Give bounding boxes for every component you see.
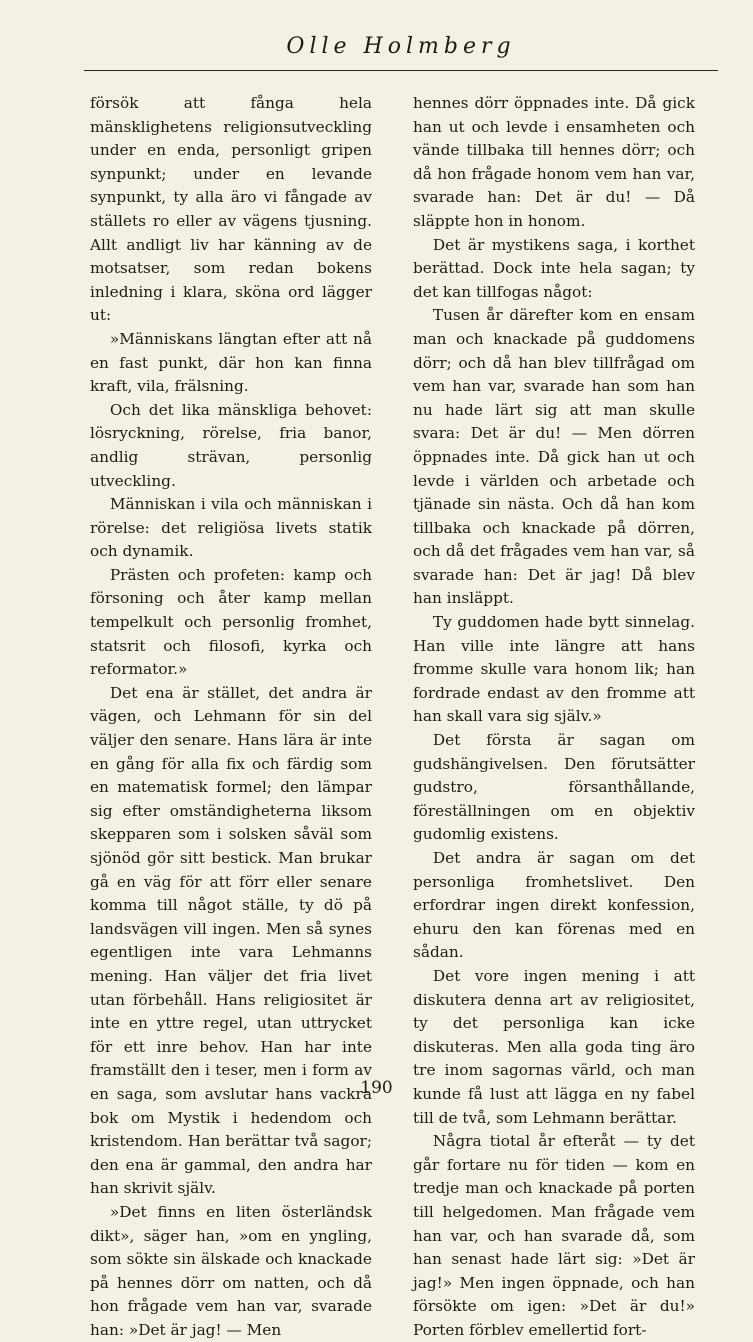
- right-column: [413, 92, 695, 1342]
- paragraph: Människan i vila och människan i rörelse: det religiösa livets statik och dynamik.: [90, 495, 372, 561]
- paragraph: Det ena är stället, det andra är vägen, och Lehmann för sin del väljer den senare. Hans lära är inte en gång för alla fix och färdig som en matematisk formel; den lämpar sig efter omständigheterna liksom skepparen som i solsken såväl som sjönöd gör sitt bestick. Man brukar gå en väg för att förr eller senare komma till något ställe, ty dö på landsvägen vill ingen. Men så synes egentligen inte vara Lehmanns mening. Han väljer det fria livet utan förbehåll. Hans religiositet är inte en yttre regel, utan uttrycket för ett inre behov. Han har inte framställt den i teser, men i form av en saga, som avslutar hans vackra bok om Mystik i hedendom och kristendom. Han berättar två sagor; den ena är gammal, den andra har han skrivit själv.: [90, 683, 372, 1198]
- paragraph: »Människans längtan efter att nå en fast punkt, där hon kan finna kraft, vila, frälsning.: [90, 329, 372, 396]
- paragraph: Prästen och profeten: kamp och försoning och åter kamp mellan tempelkult och personlig fromhet, statsrit och filosofi, kyrka och reformator.»: [90, 565, 372, 679]
- page-number: 190: [360, 1078, 393, 1098]
- paragraph: Det är mystikens saga, i korthet berättad. Dock inte hela sagan; ty det kan tillfogas något:: [413, 235, 695, 301]
- paragraph: hennes dörr öppnades inte. Då gick han ut och levde i ensamheten och vände tillbaka till hennes dörr; och då hon frågade honom vem han var, svarade han: Det är du! — Då släppte hon in honom.: [413, 94, 695, 230]
- paragraph: Det vore ingen mening i att diskutera denna art av religiositet, ty det personliga kan icke diskuteras. Men alla goda ting äro tre inom sagornas värld, och man kunde få lust att lägga en ny fabel till de två, som Lehmann berättar.: [413, 966, 695, 1127]
- paragraph: Det andra är sagan om det personliga fromhetslivet. Den erfordrar ingen direkt konfession, ehuru den kan förenas med en sådan.: [413, 849, 695, 962]
- header-rule: [84, 70, 718, 71]
- paragraph: Ty guddomen hade bytt sinnelag. Han ville inte längre att hans fromme skulle vara honom lik; han fordrade endast av den fromme att han skall vara sig själv.»: [413, 613, 695, 726]
- running-head: Olle Holmberg: [286, 34, 516, 59]
- paragraph: försök att fånga hela mänsklighetens religionsutveckling under en enda, personligt gripen synpunkt; under en levande synpunkt, ty alla äro vi fångade av ställets ro eller av vägens tjusning. Allt andligt liv har känning av de motsatser, som redan bokens inledning i klara, sköna ord lägger ut:: [90, 94, 372, 325]
- paragraph: Tusen år därefter kom en ensam man och knackade på guddomens dörr; och då han blev tillfrågad om vem han var, svarade han som han nu hade lärt sig att man skulle svara: Det är du! — Men dörren öppnades inte. Då gick han ut och levde i världen och arbetade och tjänade sin nästa. Och då han kom tillbaka och knackade på dörren, och då det frågades vem han var, så svarade han: Det är jag! Då blev han insläppt.: [413, 306, 695, 608]
- paragraph: »Det finns en liten österländsk dikt», säger han, »om en yngling, som sökte sin älskade och knackade på hennes dörr om natten, och då hon frågade vem han var, svarade han: »Det är jag! — Men: [90, 1202, 372, 1339]
- paragraph: Och det lika mänskliga behovet: lösryckning, rörelse, fria banor, andlig strävan, personlig utveckling.: [90, 400, 372, 490]
- left-column: [90, 92, 372, 1342]
- paragraph: Några tiotal år efteråt — ty det går fortare nu för tiden — kom en tredje man och knackade på porten till helgedomen. Man frågade vem han var, och han svarade då, som han senast hade lärt sig: »Det är jag!» Men ingen öppnade, och han försökte om igen: »Det är du!» Porten förblev emellertid fort-: [413, 1132, 695, 1339]
- paragraph: Det första är sagan om gudshängivelsen. Den förutsätter gudstro, försanthållande, föreställningen om en objektiv gudomlig existens.: [413, 731, 695, 844]
